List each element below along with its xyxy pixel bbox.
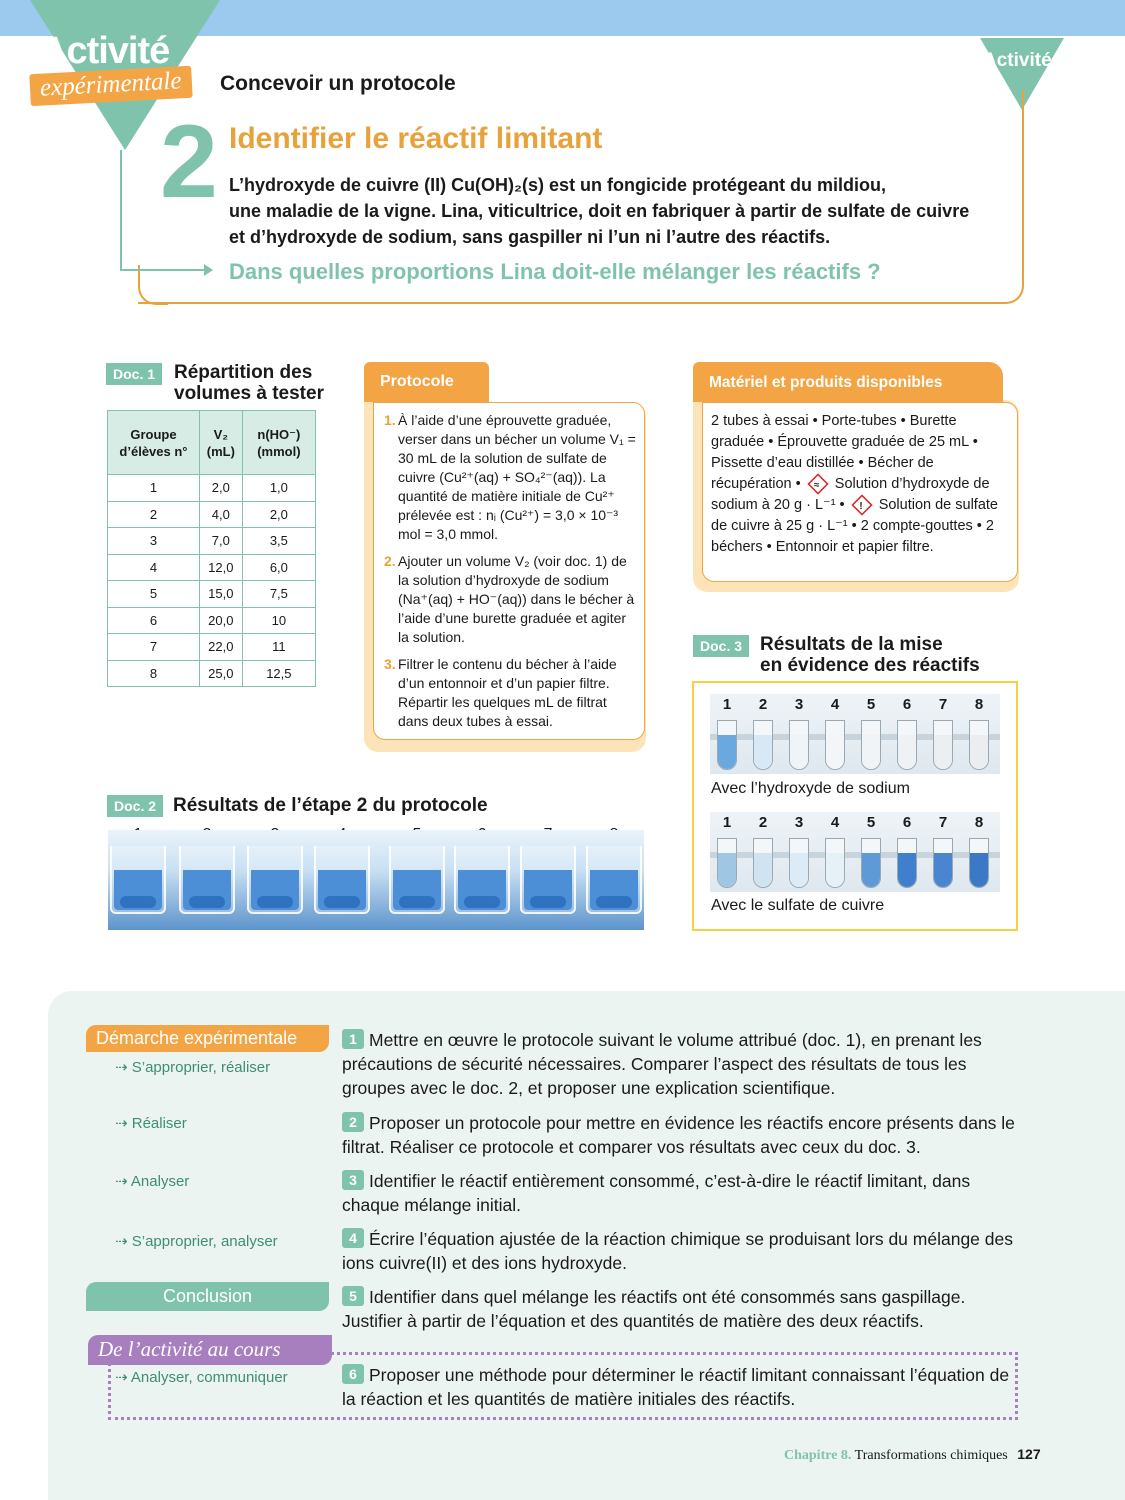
doc3-title-line: Résultats de la mise bbox=[760, 634, 943, 655]
question-item bbox=[342, 1363, 1022, 1411]
table-cell: 2,0 bbox=[242, 501, 315, 528]
beaker bbox=[520, 846, 576, 914]
protocol-tab: Protocole bbox=[364, 362, 489, 402]
table-cell: 6 bbox=[108, 607, 200, 634]
test-tube bbox=[933, 720, 953, 770]
table-cell: 22,0 bbox=[199, 634, 242, 661]
table-row bbox=[108, 554, 316, 581]
materials-text: Solution d’hydroxyde de sodium à 20 g · L⁻¹ • bbox=[711, 476, 990, 513]
footer-title: Transformations chimiques bbox=[854, 1448, 1008, 1463]
question-number: 1 bbox=[342, 1029, 364, 1049]
beaker bbox=[586, 846, 642, 914]
table-cell: 2 bbox=[108, 501, 200, 528]
doc1-tag: Doc. 1 bbox=[106, 363, 162, 385]
problem-question: Dans quelles proportions Lina doit-elle mélanger les réactifs ? bbox=[229, 259, 881, 284]
beaker bbox=[179, 846, 235, 914]
tube-number: 7 bbox=[938, 814, 948, 831]
doc2-title: Résultats de l’étape 2 du protocole bbox=[173, 795, 488, 816]
tube-number: 2 bbox=[758, 814, 768, 831]
beaker bbox=[247, 846, 303, 914]
test-tube bbox=[861, 720, 881, 770]
test-tube bbox=[717, 838, 737, 888]
question-item bbox=[342, 1111, 1022, 1159]
activity-sub-label: expérimentale bbox=[29, 66, 192, 106]
corrosive-hazard-icon: ≈ bbox=[807, 474, 828, 495]
table-cell: 15,0 bbox=[199, 581, 242, 608]
question-number: 2 bbox=[342, 1112, 364, 1132]
doc1-title bbox=[174, 362, 324, 404]
test-tube bbox=[825, 720, 845, 770]
table-cell: 10 bbox=[242, 607, 315, 634]
table-cell: 1,0 bbox=[242, 475, 315, 502]
beaker bbox=[389, 846, 445, 914]
table-cell: 3 bbox=[108, 528, 200, 555]
test-tube bbox=[789, 720, 809, 770]
activite-cours-tag: De l’activité au cours bbox=[88, 1335, 332, 1365]
table-row bbox=[108, 475, 316, 502]
question-item bbox=[342, 1028, 1022, 1100]
table-row bbox=[108, 528, 316, 555]
test-tube bbox=[897, 838, 917, 888]
table-cell: 6,0 bbox=[242, 554, 315, 581]
test-tube bbox=[969, 720, 989, 770]
tube-number: 3 bbox=[794, 814, 804, 831]
skill-label: ⇢ S’approprier, analyser bbox=[115, 1233, 278, 1250]
protocol-step bbox=[384, 655, 638, 731]
table-cell: 11 bbox=[242, 634, 315, 661]
table-row bbox=[108, 607, 316, 634]
test-tube bbox=[753, 720, 773, 770]
table-cell: 25,0 bbox=[199, 660, 242, 687]
table-cell: 12,5 bbox=[242, 660, 315, 687]
tube-number: 1 bbox=[722, 696, 732, 713]
test-tube bbox=[897, 720, 917, 770]
step-number: 2. bbox=[384, 553, 396, 569]
intro-line: L’hydroxyde de cuivre (II) Cu(OH)₂(s) est un fongicide protégeant du mildiou, bbox=[229, 175, 887, 195]
test-tube bbox=[789, 838, 809, 888]
table-header: n(HO⁻) (mmol) bbox=[242, 411, 315, 475]
page-footer bbox=[784, 1446, 1041, 1464]
materials-text: Solution de sulfate de cuivre à 25 g · L⁻¹ • 2 compte-gouttes • 2 béchers • Entonnoir et papier filtre. bbox=[711, 497, 998, 555]
table-row bbox=[108, 501, 316, 528]
question-number: 4 bbox=[342, 1228, 364, 1248]
intro-line: une maladie de la vigne. Lina, viticultrice, doit en fabriquer à partir de sulfate de cuivre bbox=[229, 201, 970, 221]
table-cell: 7,5 bbox=[242, 581, 315, 608]
tube-number: 6 bbox=[902, 814, 912, 831]
doc3-title-line: en évidence des réactifs bbox=[760, 655, 980, 676]
doc3-tag: Doc. 3 bbox=[693, 635, 749, 657]
tube-number: 5 bbox=[866, 696, 876, 713]
question-item bbox=[342, 1285, 1022, 1333]
step-text: Ajouter un volume V₂ (voir doc. 1) de la solution d’hydroxyde de sodium (Na⁺(aq) + HO⁻(aq)) dans le bécher à l’aide d’une burette graduée et agiter la solution. bbox=[398, 553, 635, 645]
question-text: Identifier dans quel mélange les réactifs ont été consommés sans gaspillage. Justifier à partir de l’équation et des quantités de matière des deux réactifs. bbox=[342, 1287, 966, 1331]
table-cell: 20,0 bbox=[199, 607, 242, 634]
table-cell: 7 bbox=[108, 634, 200, 661]
test-tube bbox=[969, 838, 989, 888]
table-header: V₂ (mL) bbox=[199, 411, 242, 475]
connector-line-h bbox=[120, 269, 210, 271]
footer-chapter: Chapitre 8. bbox=[784, 1448, 852, 1463]
question-item bbox=[342, 1169, 1022, 1217]
test-tube bbox=[753, 838, 773, 888]
table-cell: 1 bbox=[108, 475, 200, 502]
table-row bbox=[108, 634, 316, 661]
test-tube bbox=[717, 720, 737, 770]
volumes-table bbox=[107, 410, 316, 687]
tube-number: 1 bbox=[722, 814, 732, 831]
tube-number: 8 bbox=[974, 696, 984, 713]
step-text: À l’aide d’une éprouvette graduée, verser dans un bécher un volume V₁ = 30 mL de la solution de sulfate de cuivre (Cu²⁺(aq) + SO₄²⁻(aq)). La quantité de matière initiale de Cu²⁺ prélevée est : nᵢ (Cu²⁺) = 3,0 × 10⁻³ mol = 3,0 mmol. bbox=[398, 412, 636, 542]
tube-number: 6 bbox=[902, 696, 912, 713]
test-tube-rack-naoh bbox=[710, 694, 1000, 774]
skill-label: ⇢ Réaliser bbox=[115, 1115, 187, 1132]
beaker bbox=[314, 846, 370, 914]
table-cell: 5 bbox=[108, 581, 200, 608]
activity-label: Activité bbox=[40, 30, 170, 72]
test-tube bbox=[825, 838, 845, 888]
question-number: 5 bbox=[342, 1286, 364, 1306]
doc2-tag: Doc. 2 bbox=[107, 795, 163, 817]
question-number: 3 bbox=[342, 1170, 364, 1190]
beaker bbox=[454, 846, 510, 914]
doc1-title-line: Répartition des bbox=[174, 362, 313, 383]
beakers-photo bbox=[108, 830, 644, 930]
step-number: 1. bbox=[384, 412, 396, 428]
intro-text bbox=[229, 172, 1009, 250]
skill-label: ⇢ S’approprier, réaliser bbox=[115, 1059, 271, 1076]
test-tube bbox=[861, 838, 881, 888]
tube-number: 4 bbox=[830, 696, 840, 713]
tube-number: 7 bbox=[938, 696, 948, 713]
intro-line: et d’hydroxyde de sodium, sans gaspiller ni l’un ni l’autre des réactifs. bbox=[229, 227, 831, 247]
step-number: 3. bbox=[384, 656, 396, 672]
page-number: 127 bbox=[1017, 1446, 1041, 1462]
table-row bbox=[108, 581, 316, 608]
question-text: Identifier le réactif entièrement consommé, c’est-à-dire le réactif limitant, dans chaque mélange initial. bbox=[342, 1171, 971, 1215]
materials-tab: Matériel et produits disponibles bbox=[693, 362, 1003, 402]
table-header: Groupe d’élèves n° bbox=[108, 411, 200, 475]
materials-box bbox=[702, 402, 1018, 582]
tube-number: 8 bbox=[974, 814, 984, 831]
connector-line bbox=[120, 150, 122, 270]
question-text: Mettre en œuvre le protocole suivant le volume attribué (doc. 1), en prenant les précautions de sécurité nécessaires. Comparer l’aspect des résultats de tous les groupes avec le doc. 2, et proposer une explication scientifique. bbox=[342, 1030, 982, 1098]
test-tube bbox=[933, 838, 953, 888]
tube-number: 2 bbox=[758, 696, 768, 713]
beaker bbox=[110, 846, 166, 914]
question-number: 6 bbox=[342, 1364, 364, 1384]
tube-number: 5 bbox=[866, 814, 876, 831]
doc1-title-line: volumes à tester bbox=[174, 383, 324, 404]
table-cell: 4 bbox=[108, 554, 200, 581]
table-cell: 4,0 bbox=[199, 501, 242, 528]
section-title: Concevoir un protocole bbox=[220, 72, 456, 95]
arrow-right-icon bbox=[204, 264, 213, 276]
test-tube-rack-cuso4 bbox=[710, 812, 1000, 892]
protocol-step bbox=[384, 411, 638, 544]
corner-label: Activité bbox=[983, 50, 1052, 71]
protocol-step bbox=[384, 552, 638, 647]
protocol-box bbox=[373, 402, 645, 740]
activity-number: 2 bbox=[160, 104, 218, 220]
tube-number: 4 bbox=[830, 814, 840, 831]
table-cell: 7,0 bbox=[199, 528, 242, 555]
table-cell: 8 bbox=[108, 660, 200, 687]
page-title: Identifier le réactif limitant bbox=[229, 122, 603, 155]
table-cell: 3,5 bbox=[242, 528, 315, 555]
table-cell: 2,0 bbox=[199, 475, 242, 502]
question-text: Proposer une méthode pour déterminer le réactif limitant connaissant l’équation de la réaction et les quantités de matière initiales des réactifs. bbox=[342, 1365, 1010, 1409]
skill-label: ⇢ Analyser, communiquer bbox=[115, 1369, 288, 1386]
warning-hazard-icon: ! bbox=[851, 495, 872, 516]
intro-frame-corner bbox=[138, 265, 168, 305]
materials-text: 2 tubes à essai • Porte-tubes • Burette graduée • Éprouvette graduée de 25 mL • Pissette d’eau distillée • Bécher de récupération • bbox=[711, 413, 978, 492]
question-text: Écrire l’équation ajustée de la réaction chimique se produisant lors du mélange des ions cuivre(II) et des ions hydroxyde. bbox=[342, 1229, 1013, 1273]
table-cell: 12,0 bbox=[199, 554, 242, 581]
question-item bbox=[342, 1227, 1022, 1275]
step-text: Filtrer le contenu du bécher à l’aide d’un entonnoir et d’un papier filtre. Répartir les quelques mL de filtrat dans deux tubes à essai. bbox=[398, 656, 617, 729]
doc3-title bbox=[760, 634, 980, 676]
question-text: Proposer un protocole pour mettre en évidence les réactifs encore présents dans le filtrat. Réaliser ce protocole et comparer vos résultats avec ceux du doc. 3. bbox=[342, 1113, 1015, 1157]
rack-caption: Avec l’hydroxyde de sodium bbox=[711, 780, 910, 797]
conclusion-tag: Conclusion bbox=[86, 1282, 329, 1311]
skill-label: ⇢ Analyser bbox=[115, 1173, 190, 1190]
demarche-tag: Démarche expérimentale bbox=[86, 1025, 329, 1052]
tube-number: 3 bbox=[794, 696, 804, 713]
rack-caption: Avec le sulfate de cuivre bbox=[711, 897, 885, 914]
table-row bbox=[108, 660, 316, 687]
